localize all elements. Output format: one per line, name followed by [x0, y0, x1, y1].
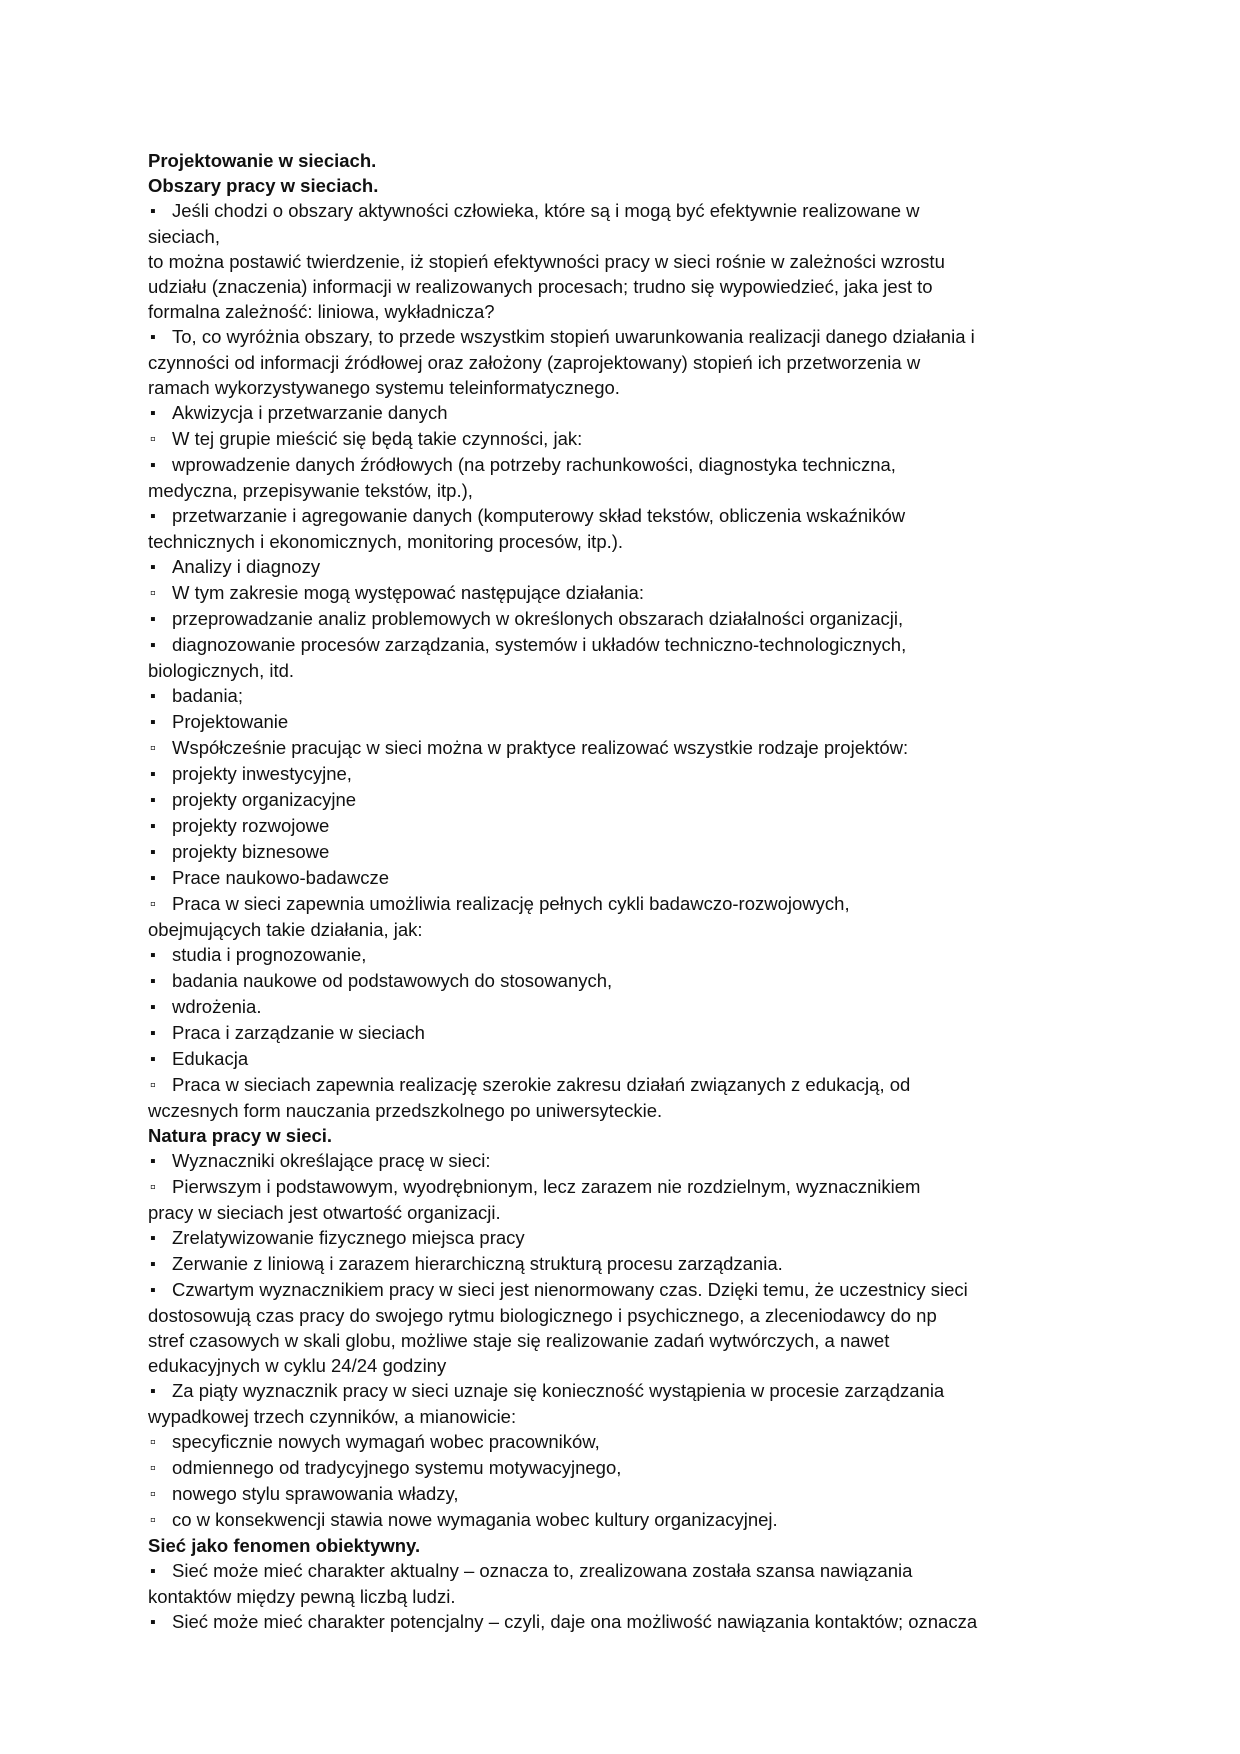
line-text: technicznych i ekonomicznych, monitoring procesów, itp.). [148, 531, 624, 552]
list-item-line [148, 968, 1088, 994]
line-text: ramach wykorzystywanego systemu teleinformatycznego. [148, 377, 620, 398]
section-heading [148, 1123, 1088, 1148]
square-bullet-icon [148, 453, 172, 478]
line-text: diagnozowanie procesów zarządzania, systemów i układów techniczno-technologicznych, [172, 634, 907, 655]
text-line [148, 529, 1088, 554]
list-item-line [148, 1072, 1088, 1098]
line-text: Współcześnie pracując w sieci można w praktyce realizować wszystkie rodzaje projektów: [172, 737, 909, 758]
line-text: nowego stylu sprawowania władzy, [172, 1483, 459, 1504]
line-text: Jeśli chodzi o obszary aktywności człowieka, które są i mogą być efektywnie realizowane w [172, 200, 920, 221]
line-text: czynności od informacji źródłowej oraz założony (zaprojektowany) stopień ich przetworzenia w [148, 352, 921, 373]
list-item-line [148, 1225, 1088, 1251]
square-bullet-icon [148, 1226, 172, 1251]
hollow-square-bullet-icon [148, 1508, 172, 1533]
text-line [148, 274, 1088, 299]
line-text: odmiennego od tradycyjnego systemu motywacyjnego, [172, 1457, 622, 1478]
line-text: Zrelatywizowanie fizycznego miejsca pracy [172, 1227, 525, 1248]
line-text: kontaktów między pewną liczbą ludzi. [148, 1586, 456, 1607]
list-item-line [148, 761, 1088, 787]
hollow-square-bullet-icon [148, 736, 172, 761]
square-bullet-icon [148, 1278, 172, 1303]
text-line [148, 1328, 1088, 1353]
square-bullet-icon [148, 504, 172, 529]
text-line [148, 224, 1088, 249]
list-item-line [148, 1174, 1088, 1200]
line-text: wdrożenia. [172, 996, 262, 1017]
line-text: to można postawić twierdzenie, iż stopień efektywności pracy w sieci rośnie w zależności wzrostu [148, 251, 945, 272]
line-text: formalna zależność: liniowa, wykładnicza? [148, 301, 495, 322]
line-text: projekty organizacyjne [172, 789, 357, 810]
square-bullet-icon [148, 814, 172, 839]
list-item-line [148, 787, 1088, 813]
line-text: Natura pracy w sieci. [148, 1125, 333, 1146]
line-text: Sieć jako fenomen obiektywny. [148, 1535, 421, 1556]
list-item-line [148, 1148, 1088, 1174]
text-line [148, 350, 1088, 375]
line-text: Projektowanie w sieciach. [148, 150, 377, 171]
line-text: Obszary pracy w sieciach. [148, 175, 379, 196]
hollow-square-bullet-icon [148, 1430, 172, 1455]
list-item-line [148, 580, 1088, 606]
line-text: przeprowadzanie analiz problemowych w określonych obszarach działalności organizacji, [172, 608, 904, 629]
square-bullet-icon [148, 607, 172, 632]
line-text: biologicznych, itd. [148, 660, 295, 681]
square-bullet-icon [148, 1559, 172, 1584]
line-text: To, co wyróżnia obszary, to przede wszystkim stopień uwarunkowania realizacji danego działania i [172, 326, 975, 347]
list-item-line [148, 1558, 1088, 1584]
line-text: Pierwszym i podstawowym, wyodrębnionym, lecz zarazem nie rozdzielnym, wyznacznikiem [172, 1176, 921, 1197]
section-heading [148, 148, 1088, 173]
line-text: Edukacja [172, 1048, 249, 1069]
text-line [148, 1200, 1088, 1225]
list-item-line [148, 994, 1088, 1020]
text-line [148, 1584, 1088, 1609]
line-text: Projektowanie [172, 711, 289, 732]
square-bullet-icon [148, 1021, 172, 1046]
line-text: pracy w sieciach jest otwartość organizacji. [148, 1202, 501, 1223]
hollow-square-bullet-icon [148, 1456, 172, 1481]
square-bullet-icon [148, 995, 172, 1020]
section-heading [148, 173, 1088, 198]
line-text: medyczna, przepisywanie tekstów, itp.), [148, 480, 473, 501]
hollow-square-bullet-icon [148, 427, 172, 452]
line-text: przetwarzanie i agregowanie danych (komputerowy skład tekstów, obliczenia wskaźników [172, 505, 906, 526]
line-text: stref czasowych w skali globu, możliwe staje się realizowanie zadań wytwórczych, a nawet [148, 1330, 890, 1351]
line-text: Wyznaczniki określające pracę w sieci: [172, 1150, 491, 1171]
list-item-line [148, 1507, 1088, 1533]
line-text: Prace naukowo-badawcze [172, 867, 389, 888]
square-bullet-icon [148, 325, 172, 350]
line-text: sieciach, [148, 226, 220, 247]
square-bullet-icon [148, 866, 172, 891]
line-text: badania naukowe od podstawowych do stosowanych, [172, 970, 613, 991]
line-text: Praca w sieciach zapewnia realizację szerokie zakresu działań związanych z edukacją, od [172, 1074, 911, 1095]
line-text: Akwizycja i przetwarzanie danych [172, 402, 448, 423]
list-item-line [148, 891, 1088, 917]
hollow-square-bullet-icon [148, 581, 172, 606]
list-item-line [148, 1455, 1088, 1481]
list-item-line [148, 1020, 1088, 1046]
square-bullet-icon [148, 633, 172, 658]
list-item-line [148, 554, 1088, 580]
line-text: projekty rozwojowe [172, 815, 330, 836]
line-text: wczesnych form nauczania przedszkolnego po uniwersyteckie. [148, 1100, 663, 1121]
line-text: specyficznie nowych wymagań wobec pracowników, [172, 1431, 600, 1452]
list-item-line [148, 503, 1088, 529]
list-item-line [148, 198, 1088, 224]
square-bullet-icon [148, 762, 172, 787]
line-text: Sieć może mieć charakter aktualny – oznacza to, zrealizowana została szansa nawiązania [172, 1560, 913, 1581]
text-line [148, 658, 1088, 683]
list-item-line [148, 683, 1088, 709]
line-text: badania; [172, 685, 243, 706]
line-text: Zerwanie z liniową i zarazem hierarchiczną strukturą procesu zarządzania. [172, 1253, 783, 1274]
list-item-line [148, 400, 1088, 426]
line-text: Czwartym wyznacznikiem pracy w sieci jest nienormowany czas. Dzięki temu, że uczestnicy sieci [172, 1279, 968, 1300]
list-item-line [148, 865, 1088, 891]
line-text: wprowadzenie danych źródłowych (na potrzeby rachunkowości, diagnostyka techniczna, [172, 454, 896, 475]
line-text: projekty biznesowe [172, 841, 330, 862]
list-item-line [148, 452, 1088, 478]
square-bullet-icon [148, 555, 172, 580]
hollow-square-bullet-icon [148, 1482, 172, 1507]
list-item-line [148, 1046, 1088, 1072]
text-line [148, 478, 1088, 503]
hollow-square-bullet-icon [148, 892, 172, 917]
line-text: projekty inwestycyjne, [172, 763, 352, 784]
list-item-line [148, 324, 1088, 350]
square-bullet-icon [148, 1610, 172, 1635]
list-item-line [148, 1378, 1088, 1404]
text-line [148, 1353, 1088, 1378]
square-bullet-icon [148, 1252, 172, 1277]
list-item-line [148, 1429, 1088, 1455]
list-item-line [148, 426, 1088, 452]
line-text: Sieć może mieć charakter potencjalny – czyli, daje ona możliwość nawiązania kontaktów; oznacza [172, 1611, 978, 1632]
line-text: obejmujących takie działania, jak: [148, 919, 423, 940]
square-bullet-icon [148, 1379, 172, 1404]
line-text: studia i prognozowanie, [172, 944, 367, 965]
line-text: W tej grupie mieścić się będą takie czynności, jak: [172, 428, 583, 449]
square-bullet-icon [148, 684, 172, 709]
square-bullet-icon [148, 1149, 172, 1174]
list-item-line [148, 942, 1088, 968]
line-text: udziału (znaczenia) informacji w realizowanych procesach; trudno się wypowiedzieć, jaka jest to [148, 276, 933, 297]
list-item-line [148, 709, 1088, 735]
line-text: dostosowują czas pracy do swojego rytmu biologicznego i psychicznego, a zleceniodawcy do np [148, 1305, 937, 1326]
line-text: edukacyjnych w cyklu 24/24 godziny [148, 1355, 447, 1376]
text-line [148, 375, 1088, 400]
hollow-square-bullet-icon [148, 1175, 172, 1200]
list-item-line [148, 1251, 1088, 1277]
hollow-square-bullet-icon [148, 1073, 172, 1098]
square-bullet-icon [148, 788, 172, 813]
square-bullet-icon [148, 401, 172, 426]
text-line [148, 249, 1088, 274]
section-heading [148, 1533, 1088, 1558]
line-text: Praca w sieci zapewnia umożliwia realizację pełnych cykli badawczo-rozwojowych, [172, 893, 850, 914]
text-line [148, 299, 1088, 324]
line-text: Praca i zarządzanie w sieciach [172, 1022, 425, 1043]
document-body [148, 148, 1088, 1635]
list-item-line [148, 1481, 1088, 1507]
text-line [148, 917, 1088, 942]
square-bullet-icon [148, 710, 172, 735]
line-text: Za piąty wyznacznik pracy w sieci uznaje się konieczność wystąpienia w procesie zarządzania [172, 1380, 945, 1401]
list-item-line [148, 632, 1088, 658]
line-text: wypadkowej trzech czynników, a mianowicie: [148, 1406, 517, 1427]
square-bullet-icon [148, 943, 172, 968]
list-item-line [148, 735, 1088, 761]
square-bullet-icon [148, 199, 172, 224]
line-text: co w konsekwencji stawia nowe wymagania wobec kultury organizacyjnej. [172, 1509, 778, 1530]
list-item-line [148, 1609, 1088, 1635]
list-item-line [148, 606, 1088, 632]
line-text: Analizy i diagnozy [172, 556, 321, 577]
square-bullet-icon [148, 1047, 172, 1072]
square-bullet-icon [148, 969, 172, 994]
list-item-line [148, 1277, 1088, 1303]
text-line [148, 1303, 1088, 1328]
text-line [148, 1404, 1088, 1429]
text-line [148, 1098, 1088, 1123]
list-item-line [148, 813, 1088, 839]
list-item-line [148, 839, 1088, 865]
line-text: W tym zakresie mogą występować następujące działania: [172, 582, 644, 603]
square-bullet-icon [148, 840, 172, 865]
